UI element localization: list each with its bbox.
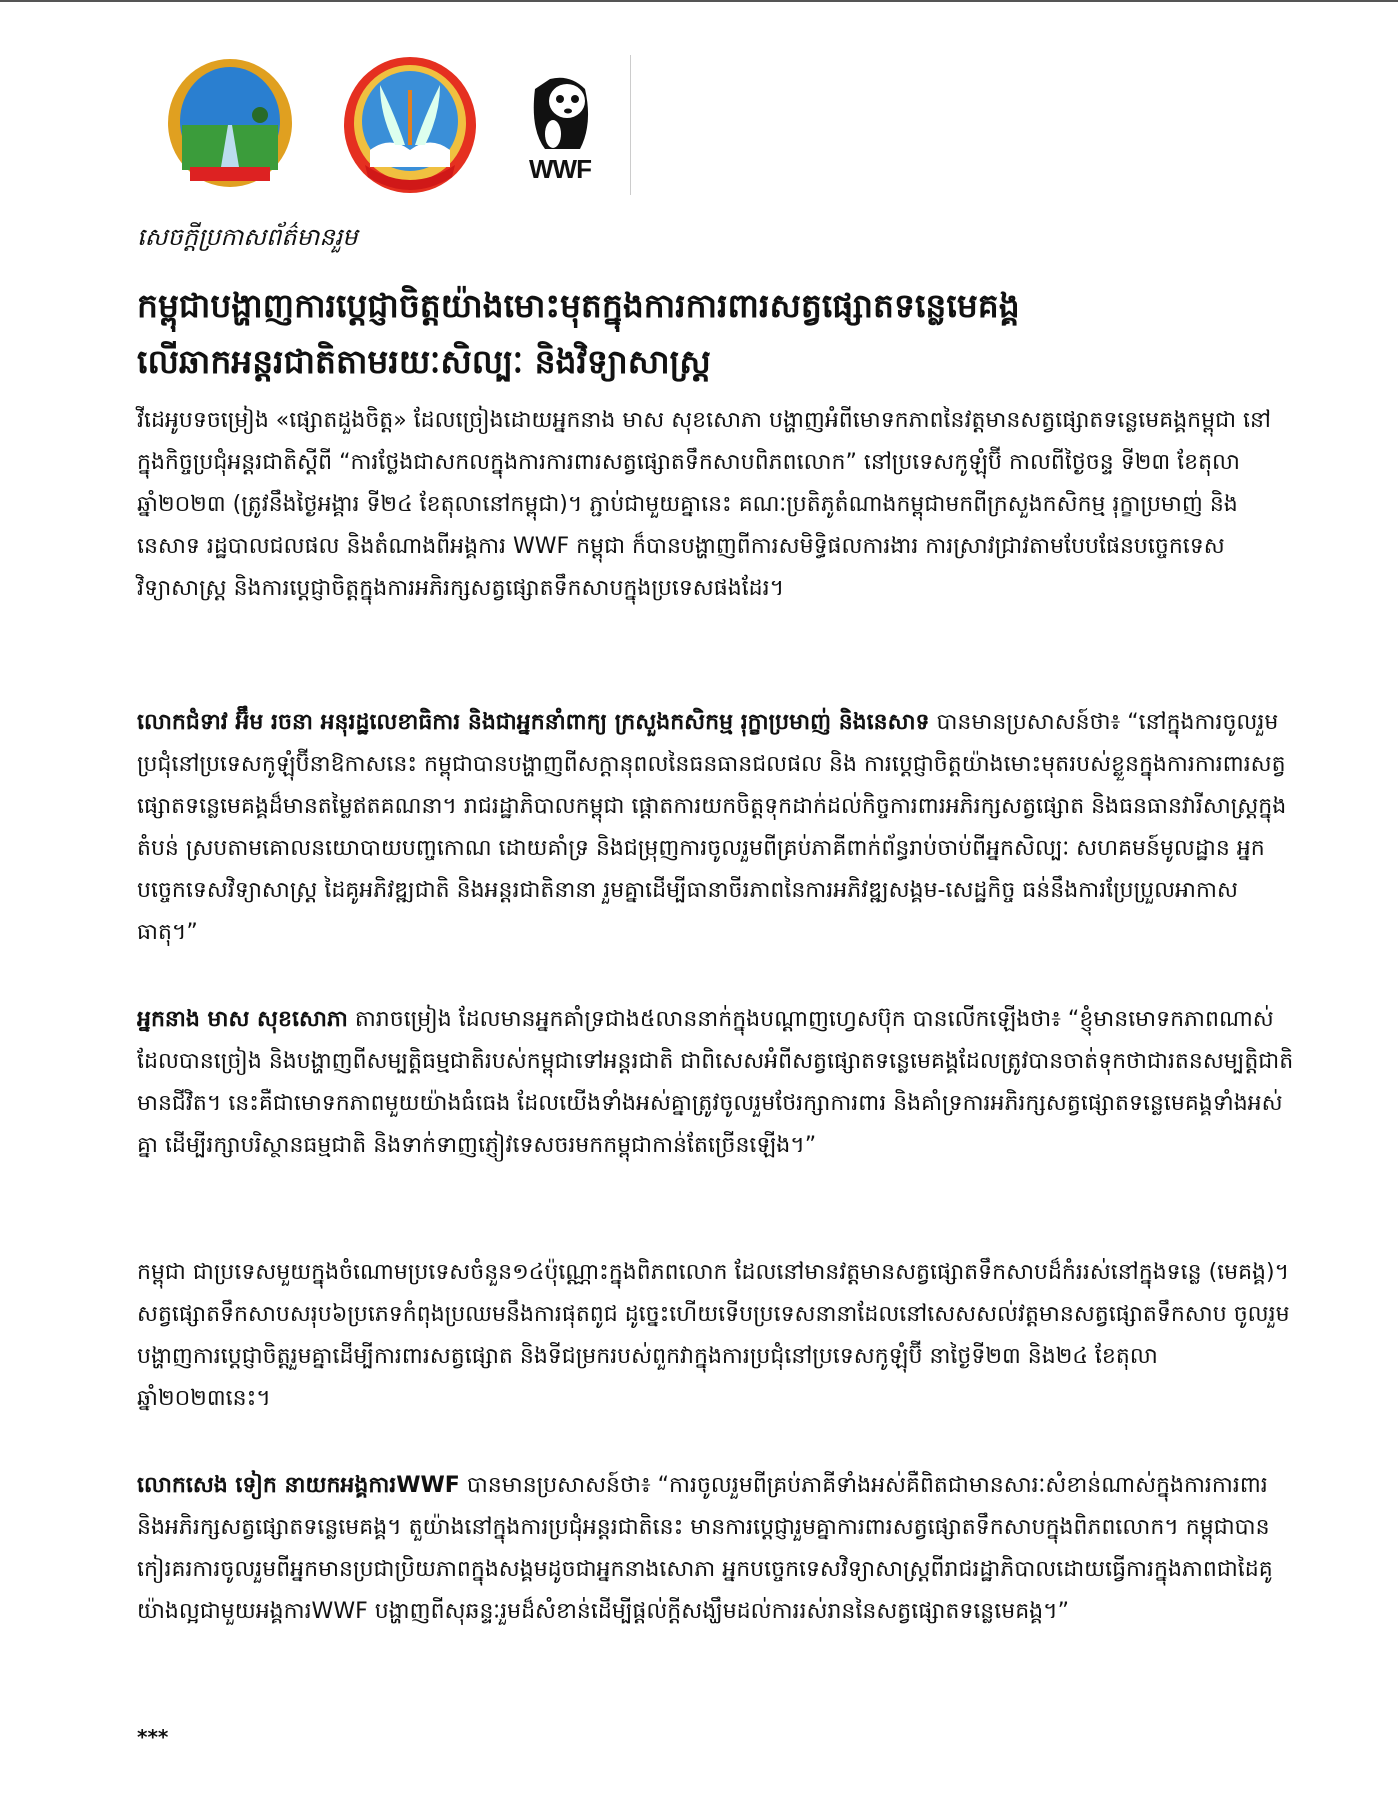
logo-row [160,55,600,195]
wwf-logo [520,65,600,185]
paragraph-text: វីដេអូបទចម្រៀង «ផ្សោតដួងចិត្ត» ដែលច្រៀងដោយអ្នកនាង មាស សុខសោភា បង្ហាញអំពីមោទកភាពនៃវត្តមានសត្វផ្សោតទន្លេមេគង្គកម្ពុជា នៅក្នុងកិច្ចប្រជុំអន្តរជាតិស្តីពី “ការថ្លែងជាសកលក្នុងការការពារសត្វផ្សោតទឹកសាបពិភពលោក” នៅប្រទេសកូឡុំប៊ី កាលពីថ្ងៃចន្ទ ទី២៣ ខែតុលា ឆ្នាំ២០២៣ (ត្រូវនឹងថ្ងៃអង្គារ ទី២៤ ខែតុលានៅកម្ពុជា)។ ភ្ជាប់ជាមួយគ្នានេះ គណៈប្រតិភូតំណាងកម្ពុជាមកពីក្រសួងកសិកម្ម រុក្ខាប្រមាញ់ និងនេសាទ រដ្ឋបាលជលផល និងតំណាងពីអង្គការ WWF កម្ពុជា ក៏បានបង្ហាញពីការសមិទ្ធិផលការងារ ការស្រាវជ្រាវតាមបែបផែនបច្ចេកទេសវិទ្យាសាស្ត្រ និងការប្តេជ្ញាចិត្តក្នុងការអភិរក្សសត្វផ្សោតទឹកសាបក្នុងប្រទេសផងដែរ។ [137,408,1271,601]
paragraph-lead: លោកជំទាវ អ៊ឹម រចនា អនុរដ្ឋលេខាធិការ និងជាអ្នកនាំពាក្យ ក្រសួងកសិកម្ម រុក្ខាប្រមាញ់ និងនេសាទ [137,710,930,735]
paragraph-3 [137,999,1297,1167]
paragraph-text: កម្ពុជា ជាប្រទេសមួយក្នុងចំណោមប្រទេសចំនួន១៤ប៉ុណ្ណោះក្នុងពិភពលោក ដែលនៅមានវត្តមានសត្វផ្សោតទឹកសាបដ៏កំររស់នៅក្នុងទន្លេ (មេគង្គ)។ សត្វផ្សោតទឹកសាបសរុប៦ប្រភេទកំពុងប្រឈមនឹងការផុតពូជ ដូច្នេះហើយទើបប្រទេសនានាដែលនៅសេសសល់វត្តមានសត្វផ្សោតទឹកសាប ចូលរួមបង្ហាញការប្តេជ្ញាចិត្តរួមគ្នាដើម្បីការពារសត្វផ្សោត និងទីជម្រករបស់ពួកវាក្នុងការប្រជុំនៅប្រទេសកូឡុំប៊ី នាថ្ងៃទី២៣ និង២៤ ខែតុលា ឆ្នាំ២០២៣នេះ។ [137,1260,1290,1411]
fisheries-administration-emblem-icon [340,55,480,195]
paragraph-2 [137,702,1297,954]
ministry-agriculture-emblem-icon [160,55,300,195]
paragraph-text: បានមានប្រសាសន៍ថា៖ “ការចូលរួមពីគ្រប់ភាគីទាំងអស់គឺពិតជាមានសារៈសំខាន់ណាស់ក្នុងការការពារ និងអភិរក្សសត្វផ្សោតទន្លេមេគង្គ។ តួយ៉ាងនៅក្នុងការប្រជុំអន្តរជាតិនេះ មានការប្តេជ្ញារួមគ្នាការពារសត្វផ្សោតទឹកសាបក្នុងពិភពលោក។ កម្ពុជាបានកៀរគរការចូលរួមពីអ្នកមានប្រជាប្រិយភាពក្នុងសង្គមដូចជាអ្នកនាងសោភា អ្នកបច្ចេកទេសវិទ្យាសាស្ត្រពីរាជរដ្ឋាភិបាលដោយធ្វើការក្នុងភាពជាដៃគូយ៉ាងល្អជាមួយអង្គការWWF បង្ហាញពីសុឆន្ទៈរួមដ៏សំខាន់ដើម្បីផ្តល់ក្តីសង្ឃឹមដល់ការរស់រាននៃសត្វផ្សោតទន្លេមេគង្គ។” [137,1473,1273,1624]
title-line-1: កម្ពុជាបង្ហាញការប្តេជ្ញាចិត្តយ៉ាងមោះមុតក្នុងការការពារសត្វផ្សោតទន្លេមេគង្គ [137,286,1020,325]
paragraph-5 [137,1465,1297,1633]
paragraph-text: បានមានប្រសាសន៍ថា៖ “នៅក្នុងការចូលរួមប្រជុំនៅប្រទេសកូឡុំប៊ីនាឱកាសនេះ កម្ពុជាបានបង្ហាញពីសក្តានុពលនៃធនធានជលផល និង ការប្តេជ្ញាចិត្តយ៉ាងមោះមុតរបស់ខ្លួនក្នុងការការពារសត្វផ្សោតទន្លេមេគង្គដ៏មានតម្លៃឥតគណនា។ រាជរដ្ឋាភិបាលកម្ពុជា ផ្តោតការយកចិត្តទុកដាក់ដល់កិច្ចការពារអភិរក្សសត្វផ្សោត និងធនធានវារីសាស្ត្រក្នុងតំបន់ ស្របតាមគោលនយោបាយបញ្ចកោណ ដោយគាំទ្រ និងជម្រុញការចូលរួមពីគ្រប់ភាគីពាក់ព័ន្ធរាប់ចាប់ពីអ្នកសិល្បៈ សហគមន៍មូលដ្ឋាន អ្នកបច្ចេកទេសវិទ្យាសាស្ត្រ ដៃគូអភិវឌ្ឍជាតិ និងអន្តរជាតិនានា រួមគ្នាដើម្បីធានាចីរភាពនៃការអភិវឌ្ឍសង្គម-សេដ្ឋកិច្ច ធន់នឹងការប្រែប្រួលអាកាសធាតុ។” [137,710,1287,945]
paragraph-text: តារាចម្រៀង ដែលមានអ្នកគាំទ្រជាង៥លាននាក់ក្នុងបណ្តាញហ្វេសប៊ុក បានលើកឡើងថា៖ “ខ្ញុំមានមោទកភាពណាស់ដែលបានច្រៀង និងបង្ហាញពីសម្បត្តិធម្មជាតិរបស់កម្ពុជាទៅអន្តរជាតិ ជាពិសេសអំពីសត្វផ្សោតទន្លេមេគង្គដែលត្រូវបានចាត់ទុកថាជារតនសម្បត្តិជាតិមានជីវិត។ នេះគឺជាមោទកភាពមួយយ៉ាងធំធេង ដែលយើងទាំងអស់គ្នាត្រូវចូលរួមថែរក្សាការពារ និងគាំទ្រការអភិរក្សសត្វផ្សោតទន្លេមេគង្គទាំងអស់គ្នា ដើម្បីរក្សាបរិស្ថានធម្មជាតិ និងទាក់ទាញភ្ញៀវទេសចរមកកម្ពុជាកាន់តែច្រើនឡើង។” [137,1007,1294,1158]
top-border [0,0,1398,2]
wwf-logo-text: WWF [529,154,591,184]
end-mark: *** [137,1725,169,1749]
title-line-2: លើឆាកអន្តរជាតិតាមរយៈសិល្បៈ និងវិទ្យាសាស្ត្រ [137,342,711,381]
paragraph-1 [137,400,1297,610]
paragraph-lead: លោកសេង ទៀក នាយកអង្គការWWF [137,1473,460,1498]
panda-icon [525,69,595,154]
logo-divider [630,55,631,195]
paragraph-4 [137,1252,1297,1420]
paragraph-lead: អ្នកនាង មាស សុខសោភា [137,1007,348,1032]
press-release-label: សេចក្តីប្រកាសព័ត៌មានរួម [137,223,358,251]
page-title [137,278,1297,390]
